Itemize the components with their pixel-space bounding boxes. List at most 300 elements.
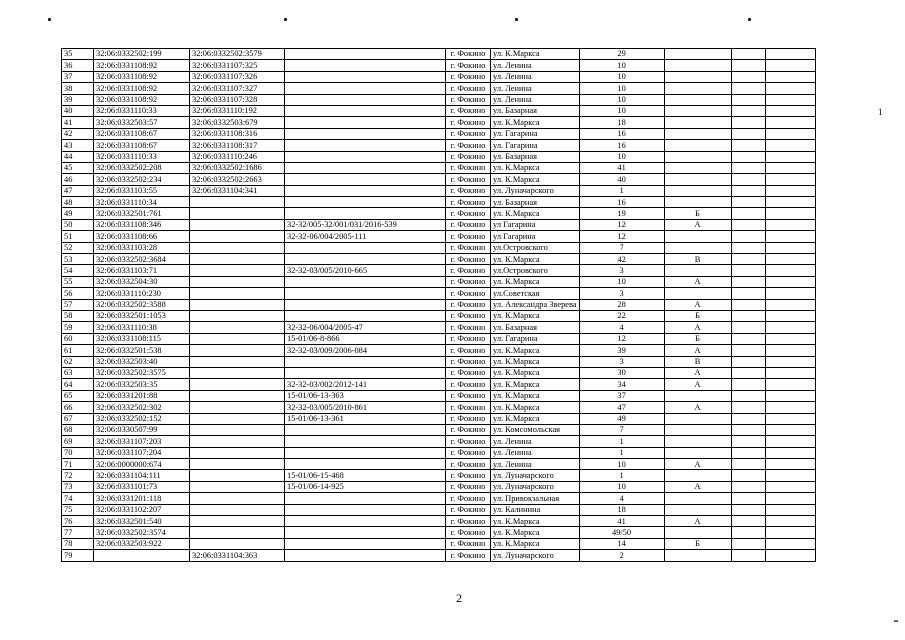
empty-cell: [731, 128, 765, 139]
registration-number: 15-01/06-13-361: [285, 413, 446, 424]
empty-cell: [731, 197, 765, 208]
cadastral-number-2: [190, 402, 285, 413]
cadastral-number: 32:06:0331107:204: [94, 447, 190, 458]
street-cell: ул. Луначарского: [491, 470, 580, 481]
cadastral-number: 32:06:0331110:34: [94, 197, 190, 208]
empty-cell: [731, 424, 765, 435]
row-number: 50: [62, 219, 94, 230]
row-number: 76: [62, 516, 94, 527]
street-cell: ул. К.Маркса: [491, 49, 580, 60]
house-number: 10: [579, 60, 664, 71]
empty-cell: [765, 322, 815, 333]
registration-number: 32-32-03/005/2010-861: [285, 402, 446, 413]
city-cell: г. Фокино: [446, 105, 491, 116]
empty-cell: [731, 333, 765, 344]
empty-cell: [731, 276, 765, 287]
registration-number: [285, 527, 446, 538]
registration-number: [285, 49, 446, 60]
empty-cell: [765, 174, 815, 185]
table-row: [62, 105, 866, 116]
cadastral-number-2: 32:06:0332502:2663: [190, 174, 285, 185]
row-number: 45: [62, 162, 94, 173]
street-cell: ул. Ленина: [491, 459, 580, 470]
cadastral-number-2: [190, 254, 285, 265]
house-letter: [664, 83, 731, 94]
street-cell: ул. К.Маркса: [491, 345, 580, 356]
street-cell: ул. К.Маркса: [491, 402, 580, 413]
street-cell: ул. Базарная: [491, 197, 580, 208]
cadastral-number-2: [190, 299, 285, 310]
house-letter: [664, 288, 731, 299]
registration-number: [285, 208, 446, 219]
house-letter: А: [664, 379, 731, 390]
empty-cell: [731, 516, 765, 527]
city-cell: г. Фокино: [446, 128, 491, 139]
cadastral-number-2: [190, 436, 285, 447]
registration-number: [285, 242, 446, 253]
row-number: 74: [62, 493, 94, 504]
row-number: 55: [62, 276, 94, 287]
street-cell: ул. Гагарина: [491, 333, 580, 344]
house-letter: А: [664, 219, 731, 230]
table-row: [62, 219, 866, 230]
empty-cell: [765, 242, 815, 253]
house-letter: В: [664, 356, 731, 367]
margin-mark: 1: [878, 107, 883, 117]
street-cell: ул.Островского: [491, 242, 580, 253]
empty-cell: [765, 140, 815, 151]
empty-cell: [731, 162, 765, 173]
table-row: [62, 527, 866, 538]
cadastral-number: 32:06:0332502:208: [94, 162, 190, 173]
cadastral-number-2: [190, 504, 285, 515]
cadastral-number: 32:06:0332501:540: [94, 516, 190, 527]
table-row: [62, 379, 866, 390]
cadastral-number-2: [190, 322, 285, 333]
table-row: [62, 276, 866, 287]
scan-dot-2: [284, 18, 287, 21]
house-number: 1: [579, 185, 664, 196]
row-number: 79: [62, 550, 94, 561]
registration-number: [285, 128, 446, 139]
empty-cell: [765, 367, 815, 378]
city-cell: г. Фокино: [446, 459, 491, 470]
house-number: 14: [579, 538, 664, 549]
row-number: 68: [62, 424, 94, 435]
empty-cell: [765, 185, 815, 196]
table-body: [62, 49, 866, 562]
house-letter: А: [664, 276, 731, 287]
house-number: 39: [579, 345, 664, 356]
empty-cell: [765, 493, 815, 504]
cadastral-number-2: 32:06:0331104:341: [190, 185, 285, 196]
city-cell: г. Фокино: [446, 94, 491, 105]
registration-number: [285, 162, 446, 173]
registration-number: [285, 288, 446, 299]
table-row: [62, 197, 866, 208]
registration-number: [285, 504, 446, 515]
city-cell: г. Фокино: [446, 436, 491, 447]
house-letter: [664, 128, 731, 139]
table-row: [62, 94, 866, 105]
table-row: [62, 333, 866, 344]
street-cell: ул. К.Маркса: [491, 276, 580, 287]
street-cell: ул. К.Маркса: [491, 162, 580, 173]
house-number: 10: [579, 94, 664, 105]
registration-number: [285, 254, 446, 265]
house-letter: Б: [664, 208, 731, 219]
row-number: 53: [62, 254, 94, 265]
empty-cell: [765, 424, 815, 435]
empty-cell: [731, 413, 765, 424]
cadastral-number: 32:06:0332501:1053: [94, 310, 190, 321]
house-letter: [664, 242, 731, 253]
registration-number: 32-32-03/009/2006-084: [285, 345, 446, 356]
city-cell: г. Фокино: [446, 276, 491, 287]
registration-number: [285, 367, 446, 378]
street-cell: ул. Ленина: [491, 447, 580, 458]
city-cell: г. Фокино: [446, 185, 491, 196]
cadastral-number-2: [190, 356, 285, 367]
house-letter: [664, 527, 731, 538]
cadastral-number: 32:06:0000000:674: [94, 459, 190, 470]
city-cell: г. Фокино: [446, 151, 491, 162]
cadastral-number: 32:06:0331110:38: [94, 322, 190, 333]
cadastral-number: 32:06:0332502:3574: [94, 527, 190, 538]
house-letter: Б: [664, 538, 731, 549]
cadastral-number: 32:06:0331108:67: [94, 140, 190, 151]
empty-cell: [765, 71, 815, 82]
table-row: [62, 390, 866, 401]
table-row: [62, 140, 866, 151]
table-row: [62, 322, 866, 333]
empty-cell: [731, 402, 765, 413]
row-number: 46: [62, 174, 94, 185]
cadastral-number-2: [190, 208, 285, 219]
street-cell: ул. К.Маркса: [491, 516, 580, 527]
house-letter: [664, 447, 731, 458]
table-row: [62, 71, 866, 82]
cadastral-number: 32:06:0331108:92: [94, 60, 190, 71]
city-cell: г. Фокино: [446, 219, 491, 230]
city-cell: г. Фокино: [446, 174, 491, 185]
city-cell: г. Фокино: [446, 60, 491, 71]
street-cell: ул. Комсомольская: [491, 424, 580, 435]
street-cell: ул. К.Маркса: [491, 379, 580, 390]
house-letter: А: [664, 481, 731, 492]
house-number: 41: [579, 516, 664, 527]
cadastral-number: 32:06:0332502:302: [94, 402, 190, 413]
cadastral-number-2: [190, 516, 285, 527]
city-cell: г. Фокино: [446, 504, 491, 515]
cadastral-number-2: [190, 367, 285, 378]
house-number: 7: [579, 424, 664, 435]
city-cell: г. Фокино: [446, 140, 491, 151]
street-cell: ул.Островского: [491, 265, 580, 276]
table-row: [62, 436, 866, 447]
empty-cell: [731, 356, 765, 367]
page-number: 2: [456, 591, 462, 605]
cadastral-number-2: 32:06:0332503:679: [190, 117, 285, 128]
empty-cell: [765, 276, 815, 287]
empty-cell: [765, 60, 815, 71]
house-number: 12: [579, 219, 664, 230]
street-cell: ул. К.Маркса: [491, 538, 580, 549]
house-number: 10: [579, 83, 664, 94]
empty-cell: [731, 94, 765, 105]
row-number: 59: [62, 322, 94, 333]
cadastral-number: 32:06:0331110:33: [94, 151, 190, 162]
row-number: 47: [62, 185, 94, 196]
table-row: [62, 402, 866, 413]
cadastral-number-2: [190, 333, 285, 344]
house-letter: [664, 185, 731, 196]
street-cell: ул. К.Маркса: [491, 367, 580, 378]
registration-number: [285, 310, 446, 321]
row-number: 64: [62, 379, 94, 390]
registration-number: [285, 299, 446, 310]
cadastral-number-2: [190, 481, 285, 492]
house-letter: А: [664, 516, 731, 527]
cadastral-number-2: [190, 459, 285, 470]
cadastral-number-2: [190, 242, 285, 253]
city-cell: г. Фокино: [446, 470, 491, 481]
cadastral-number: 32:06:0332502:3684: [94, 254, 190, 265]
empty-cell: [731, 299, 765, 310]
row-number: 40: [62, 105, 94, 116]
row-number: 69: [62, 436, 94, 447]
house-number: 1: [579, 470, 664, 481]
empty-cell: [731, 493, 765, 504]
cadastral-number-2: [190, 345, 285, 356]
cadastral-number-2: 32:06:0331107:328: [190, 94, 285, 105]
house-number: 42: [579, 254, 664, 265]
house-letter: [664, 504, 731, 515]
empty-cell: [731, 367, 765, 378]
table-row: [62, 265, 866, 276]
empty-cell: [765, 550, 815, 561]
table-row: [62, 60, 866, 71]
empty-cell: [731, 105, 765, 116]
empty-cell: [765, 413, 815, 424]
cadastral-number-2: [190, 424, 285, 435]
row-number: 70: [62, 447, 94, 458]
row-number: 56: [62, 288, 94, 299]
registration-number: [285, 459, 446, 470]
house-number: 28: [579, 299, 664, 310]
city-cell: г. Фокино: [446, 333, 491, 344]
row-number: 35: [62, 49, 94, 60]
empty-cell: [731, 60, 765, 71]
house-letter: [664, 117, 731, 128]
city-cell: г. Фокино: [446, 379, 491, 390]
cadastral-number-2: 32:06:0331108:317: [190, 140, 285, 151]
cadastral-number-2: 32:06:0331107:325: [190, 60, 285, 71]
registration-number: [285, 117, 446, 128]
empty-cell: [765, 527, 815, 538]
row-number: 66: [62, 402, 94, 413]
registration-number: [285, 424, 446, 435]
empty-cell: [731, 71, 765, 82]
house-letter: [664, 60, 731, 71]
empty-cell: [765, 128, 815, 139]
registration-number: [285, 550, 446, 561]
table-row: [62, 162, 866, 173]
street-cell: ул. Луначарского: [491, 185, 580, 196]
table-row: [62, 356, 866, 367]
row-number: 60: [62, 333, 94, 344]
house-number: 3: [579, 265, 664, 276]
street-cell: ул Гагарина: [491, 219, 580, 230]
street-cell: ул. К.Маркса: [491, 310, 580, 321]
city-cell: г. Фокино: [446, 527, 491, 538]
cadastral-number: 32:06:0331103:55: [94, 185, 190, 196]
row-number: 49: [62, 208, 94, 219]
empty-cell: [731, 83, 765, 94]
cadastral-number: 32:06:0331103:71: [94, 265, 190, 276]
table-row: [62, 310, 866, 321]
row-number: 42: [62, 128, 94, 139]
empty-cell: [765, 356, 815, 367]
registration-number: 32-32-03/002/2012-141: [285, 379, 446, 390]
city-cell: г. Фокино: [446, 71, 491, 82]
cadastral-number-2: [190, 527, 285, 538]
cadastral-number-2: 32:06:0331110:246: [190, 151, 285, 162]
house-letter: [664, 436, 731, 447]
table-row: [62, 470, 866, 481]
empty-cell: [731, 231, 765, 242]
empty-cell: [731, 390, 765, 401]
city-cell: г. Фокино: [446, 208, 491, 219]
cadastral-number: 32:06:0332503:922: [94, 538, 190, 549]
cadastral-number: 32:06:0332502:3575: [94, 367, 190, 378]
street-cell: ул. Ленина: [491, 436, 580, 447]
city-cell: г. Фокино: [446, 231, 491, 242]
registration-number: [285, 140, 446, 151]
city-cell: г. Фокино: [446, 254, 491, 265]
cadastral-number: 32:06:0331110:230: [94, 288, 190, 299]
registration-number: [285, 185, 446, 196]
house-number: 40: [579, 174, 664, 185]
city-cell: г. Фокино: [446, 265, 491, 276]
table-row: [62, 413, 866, 424]
table-row: [62, 49, 866, 60]
empty-cell: [765, 94, 815, 105]
empty-cell: [765, 83, 815, 94]
city-cell: г. Фокино: [446, 299, 491, 310]
house-letter: [664, 265, 731, 276]
empty-cell: [765, 504, 815, 515]
house-letter: [664, 162, 731, 173]
registration-number: 32-32-06/004/2005-47: [285, 322, 446, 333]
table-row: [62, 208, 866, 219]
registration-number: [285, 436, 446, 447]
house-number: 12: [579, 333, 664, 344]
street-cell: ул. Калинина: [491, 504, 580, 515]
cadastral-number: 32:06:0332503:57: [94, 117, 190, 128]
cadastral-number: 32:06:0331108:115: [94, 333, 190, 344]
empty-cell: [731, 174, 765, 185]
row-number: 75: [62, 504, 94, 515]
street-cell: ул. Александра Зверева: [491, 299, 580, 310]
registration-number: [285, 174, 446, 185]
empty-cell: [731, 459, 765, 470]
row-number: 41: [62, 117, 94, 128]
cadastral-number-2: [190, 231, 285, 242]
street-cell: ул. Ленина: [491, 94, 580, 105]
empty-cell: [731, 470, 765, 481]
city-cell: г. Фокино: [446, 424, 491, 435]
scan-dot-1: [48, 18, 51, 21]
house-letter: [664, 94, 731, 105]
registration-number: [285, 197, 446, 208]
cadastral-number: 32:06:0332502:3588: [94, 299, 190, 310]
empty-cell: [731, 322, 765, 333]
street-cell: ул. Привокзальная: [491, 493, 580, 504]
street-cell: ул. Гагарина: [491, 140, 580, 151]
street-cell: ул.Советская: [491, 288, 580, 299]
empty-cell: [731, 219, 765, 230]
empty-cell: [765, 310, 815, 321]
empty-cell: [765, 470, 815, 481]
cadastral-number: [94, 550, 190, 561]
street-cell: ул. Базарная: [491, 105, 580, 116]
house-letter: [664, 49, 731, 60]
cadastral-number-2: [190, 379, 285, 390]
row-number: 44: [62, 151, 94, 162]
house-letter: [664, 550, 731, 561]
table-row: [62, 367, 866, 378]
empty-cell: [765, 402, 815, 413]
house-number: 10: [579, 276, 664, 287]
empty-cell: [765, 231, 815, 242]
table-row: [62, 83, 866, 94]
row-number: 63: [62, 367, 94, 378]
registration-number: [285, 60, 446, 71]
street-cell: ул. К.Маркса: [491, 390, 580, 401]
house-number: 1: [579, 436, 664, 447]
table-row: [62, 459, 866, 470]
house-number: 16: [579, 140, 664, 151]
table-row: [62, 242, 866, 253]
empty-cell: [765, 436, 815, 447]
empty-cell: [731, 208, 765, 219]
cadastral-number-2: 32:06:0331110:192: [190, 105, 285, 116]
empty-cell: [731, 254, 765, 265]
empty-cell: [765, 105, 815, 116]
street-cell: ул. Луначарского: [491, 550, 580, 561]
cadastral-number-2: [190, 470, 285, 481]
cadastral-number-2: [190, 390, 285, 401]
house-number: 16: [579, 128, 664, 139]
cadastral-number: 32:06:0331108:346: [94, 219, 190, 230]
table-row: [62, 231, 866, 242]
table-row: [62, 516, 866, 527]
table-row: [62, 151, 866, 162]
registration-number: [285, 83, 446, 94]
house-letter: [664, 71, 731, 82]
registration-number: [285, 493, 446, 504]
street-cell: ул. Луначарского: [491, 481, 580, 492]
street-cell: ул. К.Маркса: [491, 356, 580, 367]
cadastral-number-2: 32:06:0331107:327: [190, 83, 285, 94]
city-cell: г. Фокино: [446, 356, 491, 367]
registration-number: [285, 538, 446, 549]
row-number: 52: [62, 242, 94, 253]
house-letter: А: [664, 299, 731, 310]
cadastral-number-2: 32:06:0332502:1686: [190, 162, 285, 173]
cadastral-number: 32:06:0332502:199: [94, 49, 190, 60]
